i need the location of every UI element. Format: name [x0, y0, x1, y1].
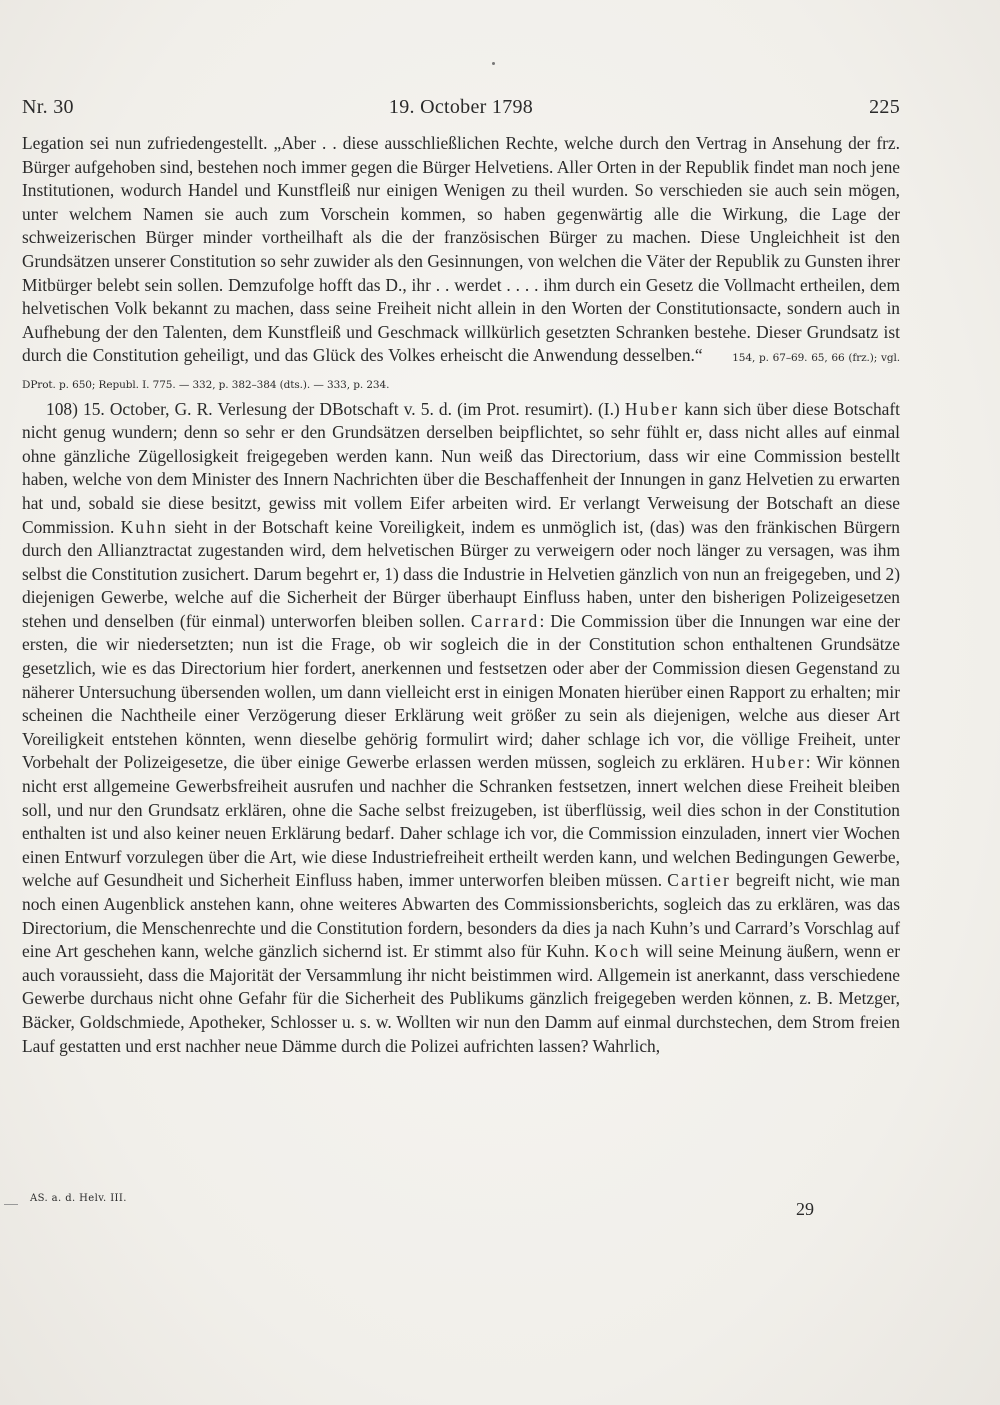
body-text — [22, 132, 900, 1058]
speaker-name: Cartier — [667, 870, 731, 891]
paragraph-text: : Die Commission über die Innungen war eine der ersten, die wir niedersetzten; nun ist die Frage, ob wir sogleich die in der Constitution schon enthaltenen Grundsätze gesetzlich, wie es das Directorium hier fordert, anerkennen und festsetzen oder aber der Commission diesen Gegenstand zu näherer Untersuchung übersenden wollen, um dann vielleicht erst in einigen Monaten hierüber einen Rapport zu erhalten; mir scheinen die Nachtheile einer Verzögerung dieser Erklärung weit größer zu sein als diejenigen, welche aus dieser Art Voreiligkeit entstehen könnten, wenn dieselbe gehörig formulirt wird; daher schlage ich vor, die völlige Freiheit, unter Vorbehalt der Polizeigesetze, die über einige Gewerbe erlassen werden müssen, sogleich zu erklären. — [22, 610, 901, 773]
speaker-name: Kuhn — [120, 516, 169, 537]
paragraph-text: begreift nicht, wie man noch einen Augenblick anstehen kann, ohne weiteres Abwarten des Commissionsberichts, sogleich das zu erklären, was das Directorium, die Menschenrechte und die Constitution fordern, besonders da dies ja nach Kuhn’s und Carrard’s Vorschlag auf eine Art geschehen kann, welche gänzlich sichernd ist. Er stimmt also für Kuhn. — [22, 870, 900, 962]
source-reference: 154, p. 67–69. 65, 66 (frz.); vgl. DProt. p. 650; Republ. I. 775. — 332, p. 382–384 (dts.). — 333, p. 234. — [22, 352, 900, 391]
speaker-name: Carrard — [470, 610, 540, 631]
header-date: 19. October 1798 — [388, 96, 534, 118]
speaker-name: Huber — [751, 752, 806, 773]
paragraph-text: will seine Meinung äußern, wenn er auch voraussieht, dass die Majorität der Versammlung ihr nicht beistimmen wird. Allgemein ist anerkannt, dass verschiedene Gewerbe durchaus nicht ohne Gefahr für die Sicherheit des Publikums gänzlich freigegeben werden können, z. B. Metzger, Bäcker, Goldschmiede, Apotheker, Schlosser u. s. w. Wollten wir nun den Damm auf einmal durchstechen, dem Strom freien Lauf gestatten und erst nachher neue Dämme durch die Polizei aufrichten lassen? Wahrlich, — [22, 941, 901, 1056]
signature-mark: AS. a. d. Helv. III. — [30, 1193, 127, 1204]
paragraph-legation — [22, 132, 900, 398]
document-number: Nr. 30 — [22, 96, 74, 118]
speaker-name: Koch — [594, 941, 641, 962]
print-speck — [492, 62, 495, 65]
print-mark — [4, 1204, 18, 1205]
page-header — [22, 96, 900, 126]
paragraph-text: kann sich über diese Botschaft nicht genug wundern; denn so sehr er den Grundsätzen derselben beipflichtet, so sehr fühlt er, dass nicht alles auf einmal ohne gänzliche Zügellosigkeit freigegeben werden kann. Nun weiß das Directorium, dass wir eine Commission bestellt haben, welche von dem Minister des Innern Nachrichten über die Beschaffenheit der Innungen in ganz Helvetien zu erwarten hat und, sobald sie diese besitzt, gewiss mit vollem Eifer arbeiten wird. Er verlangt Verweisung der Botschaft an diese Commission. — [22, 398, 900, 537]
paragraph-text: 108) 15. October, G. R. Verlesung der DBotschaft v. 5. d. (im Prot. resumirt). (I.) — [46, 398, 625, 419]
page-number-top: 225 — [869, 96, 900, 118]
paragraph-text: Legation sei nun zufriedengestellt. „Aber . . diese ausschließlichen Rechte, welche durch den Vertrag in Ansehung der frz. Bürger aufgehoben sind, bestehen noch immer gegen die Bürger Helvetiens. Aller Orten in der Republik findet man noch jene Institutionen, wodurch Handel und Kunstfleiß nur einigen Wenigen zu theil wurden. So verschieden sie auch sein mögen, unter welchem Namen sie auch zum Vorschein kommen, so haben gegenwärtig alle die Wirkung, die Lage der schweizerischen Bürger minder vortheilhaft als die der französischen Bürger zu machen. Diese Ungleichheit ist den Grundsätzen unserer Constitution so sehr zuwider als den Gesinnungen, von welchen die Väter der Republik zu Gunsten ihrer Mitbürger belebt sein sollen. Demzufolge hofft das D., ihr . . werdet . . . . ihm durch ein Gesetz die Vollmacht ertheilen, dem helvetischen Volk bekannt zu machen, dass seine Freiheit nicht allein in den Worten der Constitutionsacte, sondern auch in Aufhebung der den Talenten, dem Kunstfleiß und Geschmack willkürlich gesetzten Schranken bestehe. Dieser Grundsatz ist durch die Constitution geheiligt, und das Glück des Volkes erheischt die Anwendung desselben.“ — [22, 133, 900, 366]
paragraph-text: : Wir können nicht erst allgemeine Gewerbsfreiheit ausrufen und nachher die Schranken festsetzen, innert welchen diese Freiheit bleiben soll, und nur den Grundsatz erklären, ohne die Sache selbst freizugeben, ist überflüssig, weil dies schon in der Constitution enthalten ist und also keiner neuen Erklärung bedarf. Daher schlage ich vor, die Commission einzuladen, innert vier Wochen einen Entwurf vorzulegen über die Art, wie diese Industriefreiheit ertheilt werden kann, und welchen Bedingungen Gewerbe, welche auf Gesundheit und Sicherheit Einfluss haben, immer unterworfen bleiben müssen. — [22, 752, 901, 891]
page-number-bottom: 29 — [796, 1199, 814, 1219]
paragraph-session-108 — [22, 398, 900, 1059]
paragraph-text: sieht in der Botschaft keine Voreiligkeit, indem es unmöglich ist, (das) was den fränkischen Bürgern durch den Allianztractat zugestanden wird, dem helvetischen Bürger zu verweigern oder noch länger zu versagen, was ihm selbst die Constitution zusichert. Darum begehrt er, 1) dass die Industrie in Helvetien gänzlich von nun an freigegeben, und 2) diejenigen Gewerbe, welche auf die Sicherheit der Bürger überhaupt Einfluss haben, unter den bisherigen Polizeigesetzen stehen und denselben (für einmal) unterworfen bleiben sollen. — [22, 516, 900, 631]
speaker-name: Huber — [624, 398, 680, 419]
